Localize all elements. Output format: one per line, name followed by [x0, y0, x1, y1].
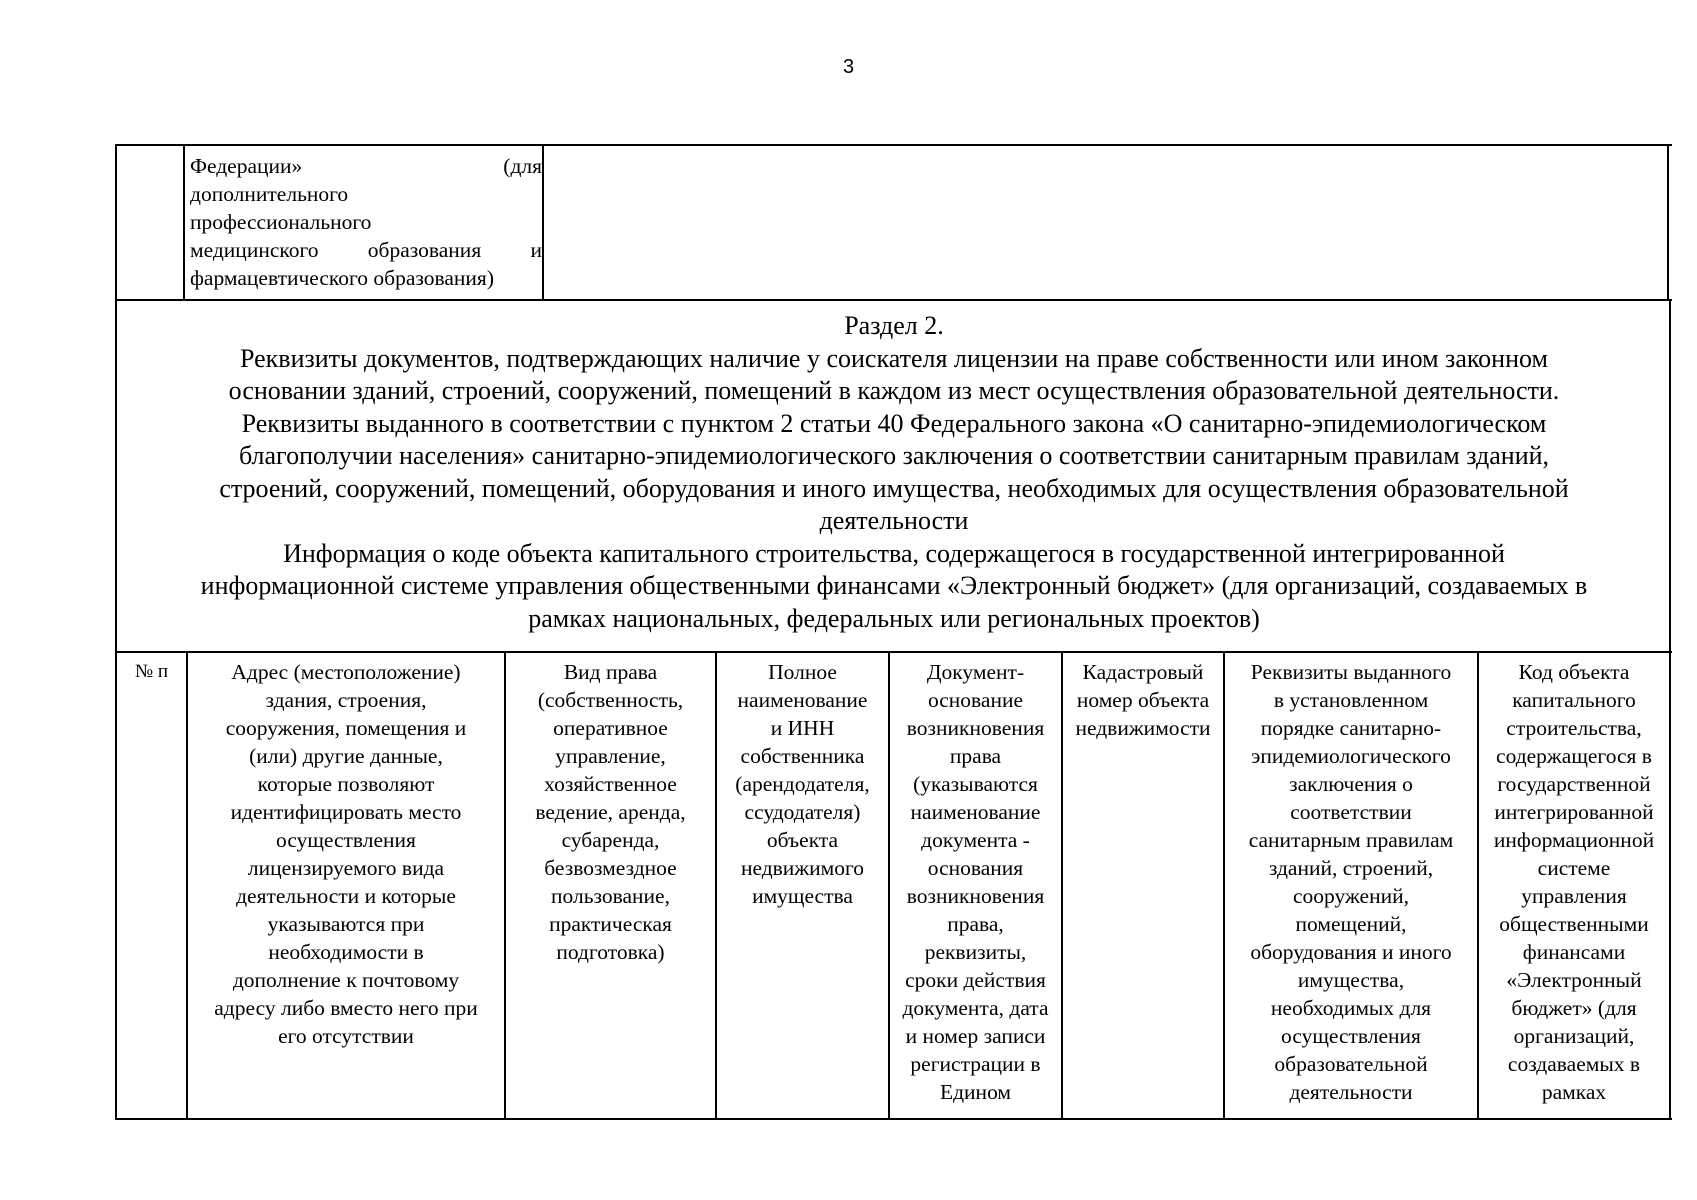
column-header-line: осуществления [276, 828, 416, 852]
column-header-right-type [506, 658, 715, 966]
column-header-line: образовательной [1274, 1052, 1428, 1076]
column-header-line: сооружений, [1293, 884, 1409, 908]
column-header-line: содержащегося в [1496, 744, 1652, 768]
top-row-line: профессионального [190, 210, 372, 234]
section-line: рамках национальных, федеральных или региональных проектов) [528, 603, 1260, 633]
column-header-line: и ИНН [770, 716, 835, 740]
column-header-line: документа - [921, 828, 1030, 852]
column-header-line: реквизиты, [924, 940, 1027, 964]
column-header-line: здания, строения, [265, 688, 427, 712]
top-row-divider-2 [542, 144, 544, 300]
column-header-line: наименование [737, 688, 868, 712]
column-header-line: безвозмездное [544, 856, 677, 880]
section-title: Раздел 2. [844, 311, 944, 340]
column-header-line: права, [947, 912, 1004, 936]
column-header-line: финансами [1522, 940, 1626, 964]
section-line: деятельности [819, 506, 969, 535]
section-line: основании зданий, строений, сооружений, помещений в каждом из мест осуществления образовательной деятельности. [228, 376, 1560, 405]
column-header-line: (арендодателя, [735, 772, 870, 796]
column-header-address [188, 658, 504, 1050]
column-header-line: объекта [766, 828, 839, 852]
section-line: благополучии населения» санитарно-эпидемиологического заключения о соответствии санитарным правилам зданий, [238, 441, 1550, 470]
column-header-line: возникновения [906, 884, 1045, 908]
columns-top-border [116, 651, 1672, 653]
column-header-line: номер объекта [1076, 688, 1210, 712]
column-header-line: порядке санитарно- [1260, 716, 1442, 740]
column-header-line: ведение, аренда, [535, 800, 686, 824]
column-header-line: интегрированной [1494, 800, 1654, 824]
column-header-line: пользование, [551, 884, 670, 908]
column-header-line: (или) другие данные, [249, 744, 443, 768]
column-header-line: бюджет» (для [1511, 996, 1637, 1020]
column-header-line: Вид права [563, 660, 658, 684]
column-header-line: основания [927, 856, 1024, 880]
section-line: информационной системе управления общественными финансами «Электронный бюджет» (для организаций, создаваемых в [200, 571, 1588, 600]
column-header-line: сооружения, помещения и [225, 716, 467, 740]
column-header-line: Адрес (местоположение) [231, 660, 461, 684]
column-header-line: основание [927, 688, 1024, 712]
top-row-line: медицинского образования и [190, 238, 543, 262]
section-line: Информация о коде объекта капитального строительства, содержащегося в государственной интегрированной [283, 538, 1505, 568]
column-header-line: наименование [910, 800, 1041, 824]
column-header-line: права [949, 744, 1002, 768]
column-header-line: Едином [939, 1080, 1012, 1104]
column-header-line: лицензируемого вида [247, 856, 445, 880]
section-line: строений, сооружений, помещений, оборудования и иного имущества, необходимых для осуществления образовательной [219, 473, 1569, 503]
column-header-line: недвижимого [740, 856, 865, 880]
column-header-line: которые позволяют [257, 772, 435, 796]
column-header-line: необходимых для [1270, 996, 1432, 1020]
page-number: 3 [842, 56, 855, 78]
column-header-line: имущества [752, 884, 853, 908]
column-header-line: санитарным правилам [1248, 828, 1454, 852]
column-header-line: идентифицировать место [230, 800, 462, 824]
column-header-line: соответствии [1290, 800, 1412, 824]
table-bottom-border [116, 1118, 1672, 1120]
column-header-line: осуществления [1281, 1024, 1421, 1048]
top-row-divider-1 [183, 144, 185, 300]
column-header-line: заключения о [1289, 772, 1413, 796]
column-header-line: оборудования и иного [1250, 940, 1452, 964]
section-line: Реквизиты выданного в соответствии с пунктом 2 статьи 40 Федерального закона «О санитарно-эпидемиологическом [241, 408, 1547, 438]
top-row-line: дополнительного [190, 182, 349, 206]
section-header [116, 310, 1672, 635]
column-header-line: имущества, [1297, 968, 1405, 992]
column-header-line: (указываются [913, 772, 1038, 796]
column-header-line: информационной [1493, 828, 1655, 852]
column-header-line: его отсутствии [278, 1024, 414, 1048]
column-header-line: зданий, строений, [1268, 856, 1434, 880]
column-header-line: возникновения [906, 716, 1045, 740]
column-header-line: ссудодателя) [744, 800, 861, 824]
column-header-basis-document [890, 658, 1061, 1106]
column-header-line: указываются при [267, 912, 425, 936]
column-header-line: и номер записи [905, 1024, 1046, 1048]
column-header-owner [717, 658, 888, 910]
table-right-border [1667, 144, 1669, 300]
column-header-number [117, 658, 186, 686]
column-header-line: Документ- [926, 660, 1025, 684]
column-header-line: строительства, [1506, 716, 1642, 740]
column-header-line: регистрации в [910, 1052, 1041, 1076]
column-header-line: недвижимости [1075, 716, 1211, 740]
column-header-line: «Электронный [1506, 968, 1642, 992]
column-header-line: управление, [555, 744, 666, 768]
column-header-line: рамках [1541, 1080, 1607, 1104]
top-row-text-cell [190, 152, 542, 292]
column-header-line: практическая [549, 912, 672, 936]
column-header-line: дополнение к почтовому [232, 968, 460, 992]
column-header-cadastral [1063, 658, 1223, 742]
column-header-line: Полное [768, 660, 837, 684]
column-header-line: системе [1537, 856, 1611, 880]
column-header-line: общественными [1499, 912, 1649, 936]
column-header-line: Реквизиты выданного [1250, 660, 1452, 684]
column-header-line: собственника [740, 744, 865, 768]
column-header-line: деятельности и которые [236, 884, 456, 908]
column-header-line: адресу либо вместо него при [214, 996, 478, 1020]
column-header-line: в установленном [1273, 688, 1429, 712]
column-header-line: капитального [1512, 688, 1636, 712]
column-header-line: сроки действия [905, 968, 1046, 992]
column-header-line: эпидемиологического [1251, 744, 1451, 768]
column-header-sanitary-conclusion [1225, 658, 1477, 1106]
section-line: Реквизиты документов, подтверждающих наличие у соискателя лицензии на праве собственности или ином законном [240, 343, 1548, 373]
top-row-line: Федерации» (для [190, 154, 542, 178]
column-header-line: № п [134, 661, 169, 682]
column-header-line: создаваемых в [1507, 1052, 1641, 1076]
top-row-line: фармацевтического образования) [190, 266, 494, 290]
column-header-line: необходимости в [268, 940, 424, 964]
column-header-line: организаций, [1513, 1024, 1635, 1048]
column-header-line: оперативное [553, 716, 668, 740]
column-header-capital-object-code [1479, 658, 1669, 1106]
column-header-line: субаренда, [561, 828, 660, 852]
column-header-line: управления [1521, 884, 1627, 908]
section-top-border [116, 299, 1672, 301]
column-header-line: помещений, [1295, 912, 1407, 936]
column-header-line: деятельности [1289, 1080, 1413, 1104]
column-header-line: (собственность, [537, 688, 684, 712]
column-header-line: подготовка) [556, 940, 665, 964]
column-header-line: государственной [1497, 772, 1651, 796]
column-header-line: Код объекта [1518, 660, 1630, 684]
column-header-line: документа, дата [902, 996, 1049, 1020]
table-top-border [116, 144, 1672, 146]
column-header-line: хозяйственное [544, 772, 677, 796]
column-header-line: Кадастровый [1082, 660, 1204, 684]
